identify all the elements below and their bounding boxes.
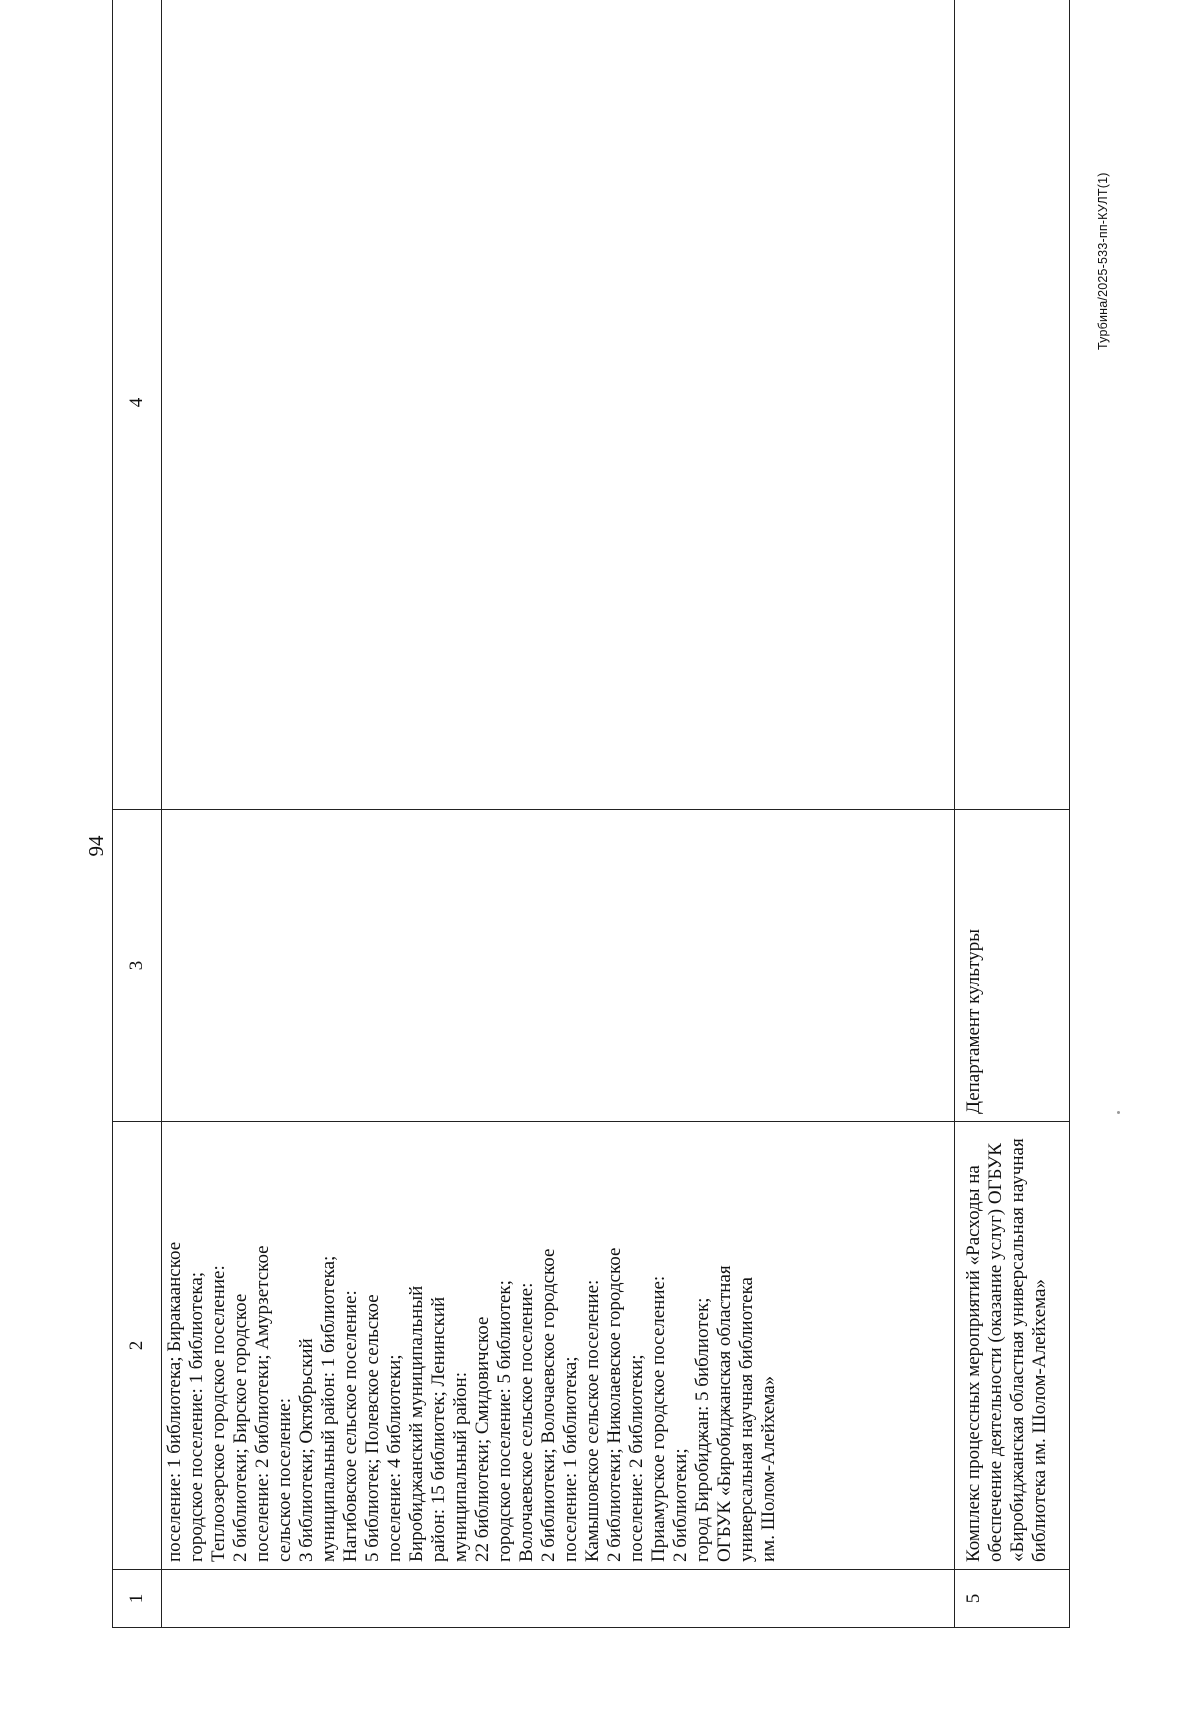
responsible-department-cell: Департамент культуры — [955, 810, 1070, 1122]
libraries-list-cell: поселение: 1 библиотека; Биракаанское городское поселение: 1 библиотека; Теплоозерское городское поселение: 2 библиотеки; Бирское городское поселение: 2 библиотеки; Амурзетское сельское поселение: 3 библиотеки; Октябрьский муниципальный район: 1 библиотека; Нагибовское сельское поселение: 5 библиотек; Полевское сельское поселение: 4 библиотеки; Биробиджанский муниципальный район: 15 библиотек; Ленинский муниципальный район: 22 библиотеки; Смидовичское городское поселение: 5 библиотек; Волочаевское сельское поселение: 2 библиотеки; Волочаевское городское поселение: 1 библиотека; Камышовское сельское поселение: 2 библиотеки; Николаевское городское поселение: 2 библиотеки; Приамурское городское поселение: 2 библиотеки; город Биробиджан: 5 библиотек; ОГБУК «Биробиджанская областная универсальная научная библиотека им. Шолом-Алейхема» — [162, 1122, 955, 1570]
table-header-row — [113, 0, 162, 1628]
document-footer-code: Турбина/2025-533-пп-КУЛТ(1) — [1096, 172, 1110, 350]
measures-complex-cell: Комплекс процессных мероприятий «Расходы на обеспечение деятельности (оказание услуг) ОГБУК «Биробиджанская областная универсальная научная библиотека им. Шолом-Алейхема» — [955, 1122, 1070, 1570]
notes-cell — [162, 0, 955, 810]
responsible-cell — [162, 810, 955, 1122]
header-col-2: 2 — [113, 1122, 162, 1570]
table-row — [955, 0, 1070, 1628]
header-col-1: 1 — [113, 1570, 162, 1628]
row-number-cell: 5 — [955, 1570, 1070, 1628]
program-table — [112, 0, 1070, 1628]
scan-speck — [1117, 1111, 1120, 1114]
row-number-cell — [162, 1570, 955, 1628]
page-number: 94 — [84, 835, 108, 857]
table-row — [162, 0, 955, 1628]
notes-cell — [955, 0, 1070, 810]
header-col-4: 4 — [113, 0, 162, 810]
header-col-3: 3 — [113, 810, 162, 1122]
